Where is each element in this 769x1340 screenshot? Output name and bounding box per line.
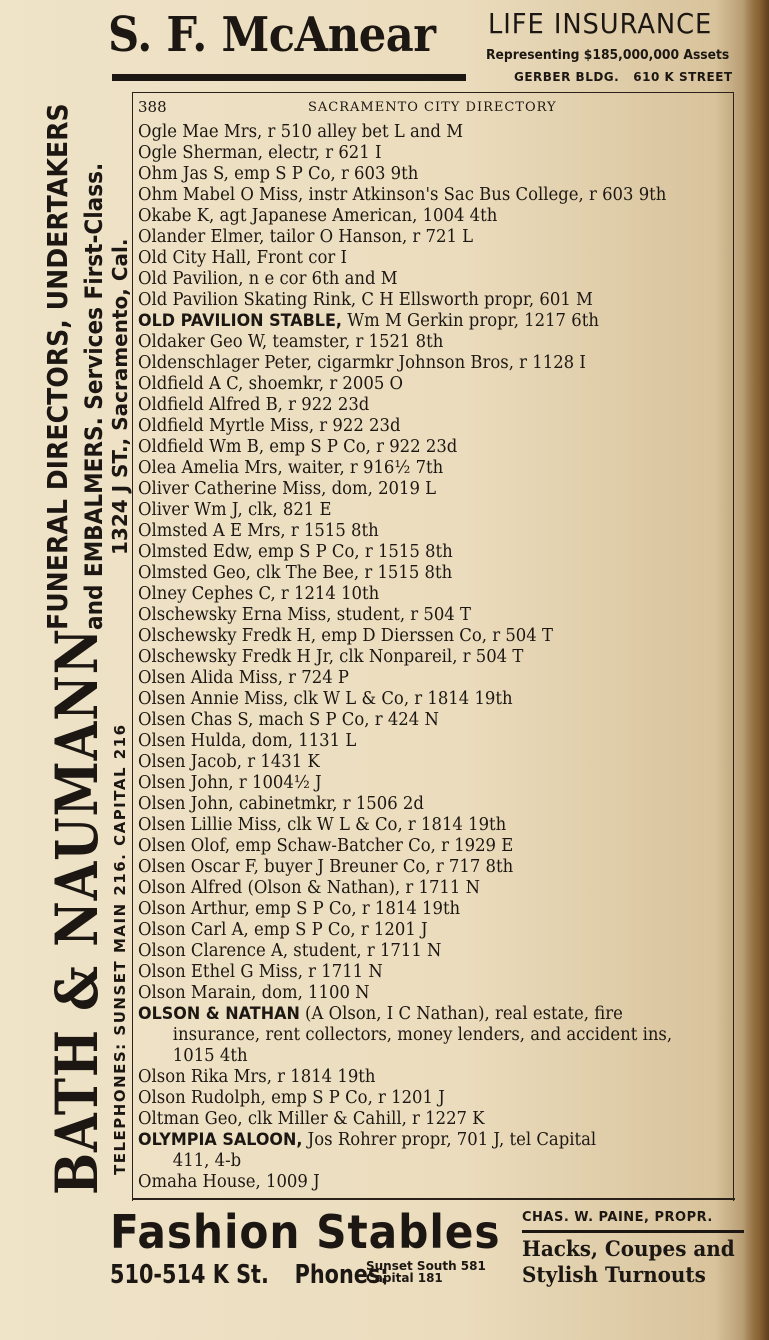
entry-details: student, r 1711 N [288,941,442,961]
directory-entry [138,1130,734,1151]
entry-details: Front cor I [251,248,347,268]
entry-name: Olsen John, [138,794,234,814]
directory-entry [138,878,734,899]
advertiser-assets: Representing $185,000,000 Assets [486,48,730,63]
stable-phone-sunset: Sunset South 581 [366,1259,486,1273]
header-rule [112,74,466,81]
entry-details: n e cor 6th and M [243,269,398,289]
entry-name: Ogle Sherman, [138,143,263,163]
entry-name: Olsen Chas S, [138,710,254,730]
entry-details: buyer J Breuner Co, r 717 8th [258,857,514,877]
entry-name: Ogle Mae Mrs, [138,122,263,142]
entry-name: Olson Alfred [138,878,243,898]
page-number: 388 [138,98,167,116]
advertiser-address: GERBER BLDG. 610 K STREET [514,70,733,84]
entry-details: (A Olson, I C Nathan), real estate, fire [299,1004,623,1024]
entry-name: Olsen Jacob, [138,752,243,772]
directory-entry [138,836,734,857]
entry-details: r 1814 19th [271,1067,376,1087]
directory-entry [138,122,734,143]
directory-entry [138,395,734,416]
directory-entry [138,311,734,332]
entry-details: r 724 P [282,668,349,688]
entry-name: Oldfield Wm B, [138,437,265,457]
directory-entry [138,185,734,206]
entry-details: electr, r 621 I [262,143,382,163]
directory-entry [138,626,734,647]
directory-entry [138,899,734,920]
entry-details: emp D Dierssen Co, r 504 T [316,626,553,646]
directory-entry [138,605,734,626]
directory-entry [138,248,734,269]
entry-name: Olsen Alida Miss, [138,668,283,688]
entry-name: Olmsted Edw, [138,542,253,562]
entry-name: Olsen Olof, [138,836,231,856]
entry-name: Old Pavilion, [138,269,244,289]
directory-entry [138,206,734,227]
directory-entry [138,962,734,983]
entry-name: Olander Elmer, [138,227,265,247]
proprietor-rule [522,1230,744,1233]
entry-details: C H Ellsworth propr, 601 M [356,290,593,310]
entry-name: Olschewsky Erna Miss, [138,605,332,625]
entry-name: Olson Rudolph, [138,1088,266,1108]
entry-name: Oldenschlager Peter, [138,353,312,373]
directory-entries [138,122,734,1193]
stable-address-line [110,1260,389,1290]
directory-entry [138,227,734,248]
page-edge-shadow [743,0,769,1340]
directory-entry [138,416,734,437]
stable-services-line1: Hacks, Coupes and [522,1236,735,1261]
entry-details: r 510 alley bet L and M [262,122,464,142]
advertiser-business: LIFE INSURANCE [488,7,713,40]
entry-name: Oliver Catherine Miss, [138,479,327,499]
directory-entry [138,920,734,941]
stable-proprietor: CHAS. W. PAINE, PROPR. [522,1210,713,1225]
entry-details: cabinetmkr, r 1506 2d [233,794,424,814]
directory-entry [138,1004,734,1025]
directory-header [138,98,728,118]
directory-entry [138,773,734,794]
entry-name: Olney Cephes C, [138,584,276,604]
undertaker-address: 1324 J ST., Sacramento, Cal. [108,238,132,555]
entry-details: r 1711 N [302,962,383,982]
entry-name: Olsen Annie Miss, [138,689,289,709]
directory-bottom-rule [132,1198,735,1200]
directory-title: SACRAMENTO CITY DIRECTORY [308,100,557,115]
directory-entry [138,437,734,458]
stable-phone-capital: Capital 181 [366,1271,443,1285]
directory-entry [138,857,734,878]
entry-name: Oldfield A C, [138,374,244,394]
entry-details: Wm M Gerkin propr, 1217 6th [341,311,599,331]
entry-details: agt Japanese American, 1004 4th [214,206,498,226]
directory-entry-continuation [138,1046,769,1067]
directory-entry [138,143,734,164]
directory-entry [138,647,734,668]
directory-entry [138,794,734,815]
entry-name: Oldfield Myrtle Miss, [138,416,315,436]
entry-details: clk Nonpareil, r 504 T [333,647,524,667]
stable-name: Fashion Stables [110,1205,501,1259]
header-advertisement [108,4,750,90]
directory-entry [138,521,734,542]
directory-entry [138,983,734,1004]
entry-name: OLSON & NATHAN [138,1004,300,1024]
directory-entry [138,941,734,962]
directory-entry [138,332,734,353]
directory-entry [138,752,734,773]
entry-details: shoemkr, r 2005 O [243,374,404,394]
directory-entry [138,563,734,584]
side-advertisement [30,85,140,1195]
entry-details: emp S P Co, r 1814 19th [249,899,461,919]
stable-address: 510-514 K St. [110,1260,269,1290]
entry-name: Olson Marain, [138,983,257,1003]
entry-details: clk W L & Co, r 1814 19th [281,815,507,835]
undertaker-name: BATH & NAUMANN [43,627,111,1195]
entry-details: dom, 1100 N [256,983,370,1003]
undertaker-telephones: TELEPHONES: SUNSET MAIN 216. CAPITAL 216 [111,723,129,1175]
entry-name: Olmsted A E Mrs, [138,521,286,541]
entry-name: Old Pavilion Skating Rink, [138,290,357,310]
entry-name: Oldaker Geo W, [138,332,268,352]
entry-details: emp Schaw-Batcher Co, r 1929 E [230,836,514,856]
directory-entry [138,689,734,710]
entry-details: r 922 23d [282,395,370,415]
entry-details: Jos Rohrer propr, 701 J, tel Capital [302,1130,597,1150]
directory-entry [138,1067,734,1088]
entry-details: 1009 J [260,1172,320,1192]
entry-name: Olschewsky Fredk H, [138,626,317,646]
entry-details: clk, 821 E [242,500,332,520]
directory-entry [138,374,734,395]
stable-services-line2: Stylish Turnouts [522,1262,706,1287]
undertaker-services-line2: and EMBALMERS. Services First-Class. [80,162,108,630]
entry-details: dom, 2019 L [326,479,437,499]
directory-entry [138,164,734,185]
directory-entry-continuation [138,1151,769,1172]
entry-name: Olson Rika Mrs, [138,1067,272,1087]
entry-name: Oliver Wm J, [138,500,243,520]
entry-details: insurance, rent collectors, money lenders, and accident ins, [172,1025,673,1045]
entry-name: Okabe K, [138,206,215,226]
entry-details: r 1004½ J [233,773,322,793]
entry-name: Olson Arthur, [138,899,250,919]
directory-entry [138,542,734,563]
entry-details: r 1214 10th [275,584,380,604]
entry-details: r 1431 K [242,752,320,772]
entry-name: Olson Clarence A, [138,941,289,961]
entry-details: emp S P Co, r 1515 8th [252,542,453,562]
directory-entry [138,1172,734,1193]
directory-entry [138,731,734,752]
directory-entry [138,668,734,689]
entry-details: 411, 4-b [172,1151,242,1171]
entry-name: Olschewsky Fredk H Jr, [138,647,334,667]
entry-name: Oldfield Alfred B, [138,395,283,415]
entry-details: cigarmkr Johnson Bros, r 1128 I [311,353,586,373]
entry-details: waiter, r 916½ 7th [282,458,444,478]
entry-name: Olsen Oscar F, [138,857,259,877]
entry-details: clk Miller & Cahill, r 1227 K [242,1109,485,1129]
entry-name: Omaha House, [138,1172,261,1192]
entry-details: (Olson & Nathan), r 1711 N [242,878,480,898]
footer-advertisement [108,1206,748,1296]
directory-entry-continuation [138,1025,769,1046]
entry-details: clk The Bee, r 1515 8th [250,563,453,583]
entry-name: OLYMPIA SALOON, [138,1130,303,1150]
entry-details: emp S P Co, r 603 9th [228,164,419,184]
directory-entry [138,290,734,311]
directory-entry [138,1109,734,1130]
directory-entry [138,500,734,521]
entry-details: clk W L & Co, r 1814 19th [288,689,513,709]
entry-name: Ohm Mabel O Miss, [138,185,304,205]
stable-phones-label: Phones: [294,1260,389,1290]
advertiser-name: S. F. McAnear [108,7,436,63]
directory-entry [138,479,734,500]
entry-name: OLD PAVILION STABLE, [138,311,342,331]
entry-name: Old City Hall, [138,248,252,268]
entry-details: emp S P Co, r 922 23d [264,437,458,457]
entry-name: Olsen John, [138,773,234,793]
entry-details: instr Atkinson's Sac Bus College, r 603 9th [303,185,667,205]
entry-name: Olson Ethel G Miss, [138,962,303,982]
entry-name: Olsen Hulda, [138,731,247,751]
entry-details: dom, 1131 L [246,731,357,751]
entry-details: r 922 23d [314,416,401,436]
entry-name: Olson Carl A, [138,920,249,940]
entry-details: mach S P Co, r 424 N [253,710,439,730]
directory-entry [138,269,734,290]
entry-details: teamster, r 1521 8th [267,332,444,352]
entry-details: emp S P Co, r 1201 J [248,920,428,940]
entry-name: Olea Amelia Mrs, [138,458,283,478]
entry-details: tailor O Hanson, r 721 L [264,227,474,247]
directory-entry [138,584,734,605]
directory-entry [138,815,734,836]
directory-entry [138,710,734,731]
entry-name: Olmsted Geo, [138,563,251,583]
entry-name: Oltman Geo, [138,1109,243,1129]
entry-details: emp S P Co, r 1201 J [265,1088,445,1108]
entry-details: student, r 504 T [331,605,471,625]
entry-details: r 1515 8th [285,521,379,541]
undertaker-services-line1: FUNERAL DIRECTORS, UNDERTAKERS [41,103,74,630]
entry-details: 1015 4th [172,1046,248,1066]
directory-entry [138,1088,734,1109]
entry-name: Olsen Lillie Miss, [138,815,282,835]
stable-phone-numbers [366,1260,486,1284]
entry-name: Ohm Jas S, [138,164,229,184]
directory-entry [138,353,734,374]
directory-entry [138,458,734,479]
